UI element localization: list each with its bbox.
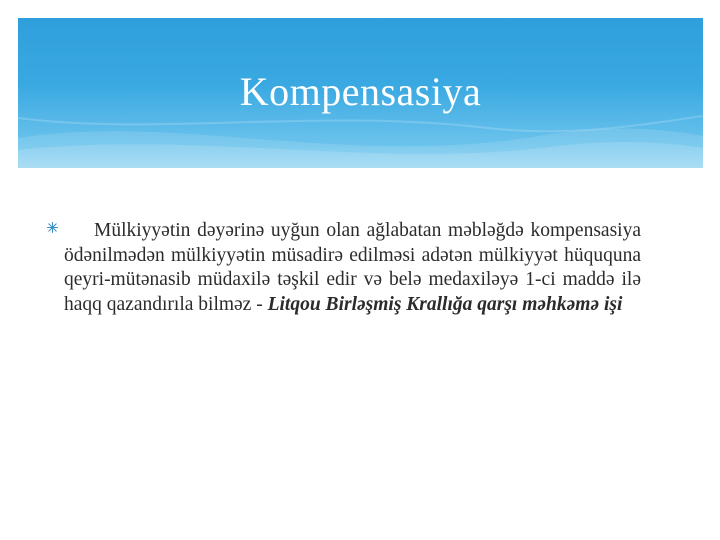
asterisk-bullet-icon	[47, 222, 58, 233]
title-band	[18, 18, 703, 168]
bullet-paragraph	[64, 219, 641, 317]
content-area	[64, 219, 641, 317]
slide-title: Kompensasiya	[239, 69, 482, 114]
paragraph-text: Mülkiyyətin dəyərinə uyğun olan ağlabatan məbləğdə kompensasiya ödənilmədən mülkiyyətin müsadirə edilməsi adətən mülkiyyət hüququna qeyri-mütənasib müdaxilə təşkil edir və belə medaxiləyə 1-ci maddə ilə haqq qazandırıla bilməz -	[64, 220, 641, 315]
case-reference: Litqou Birləşmiş Krallığa qarşı məhkəmə işi	[267, 293, 623, 315]
